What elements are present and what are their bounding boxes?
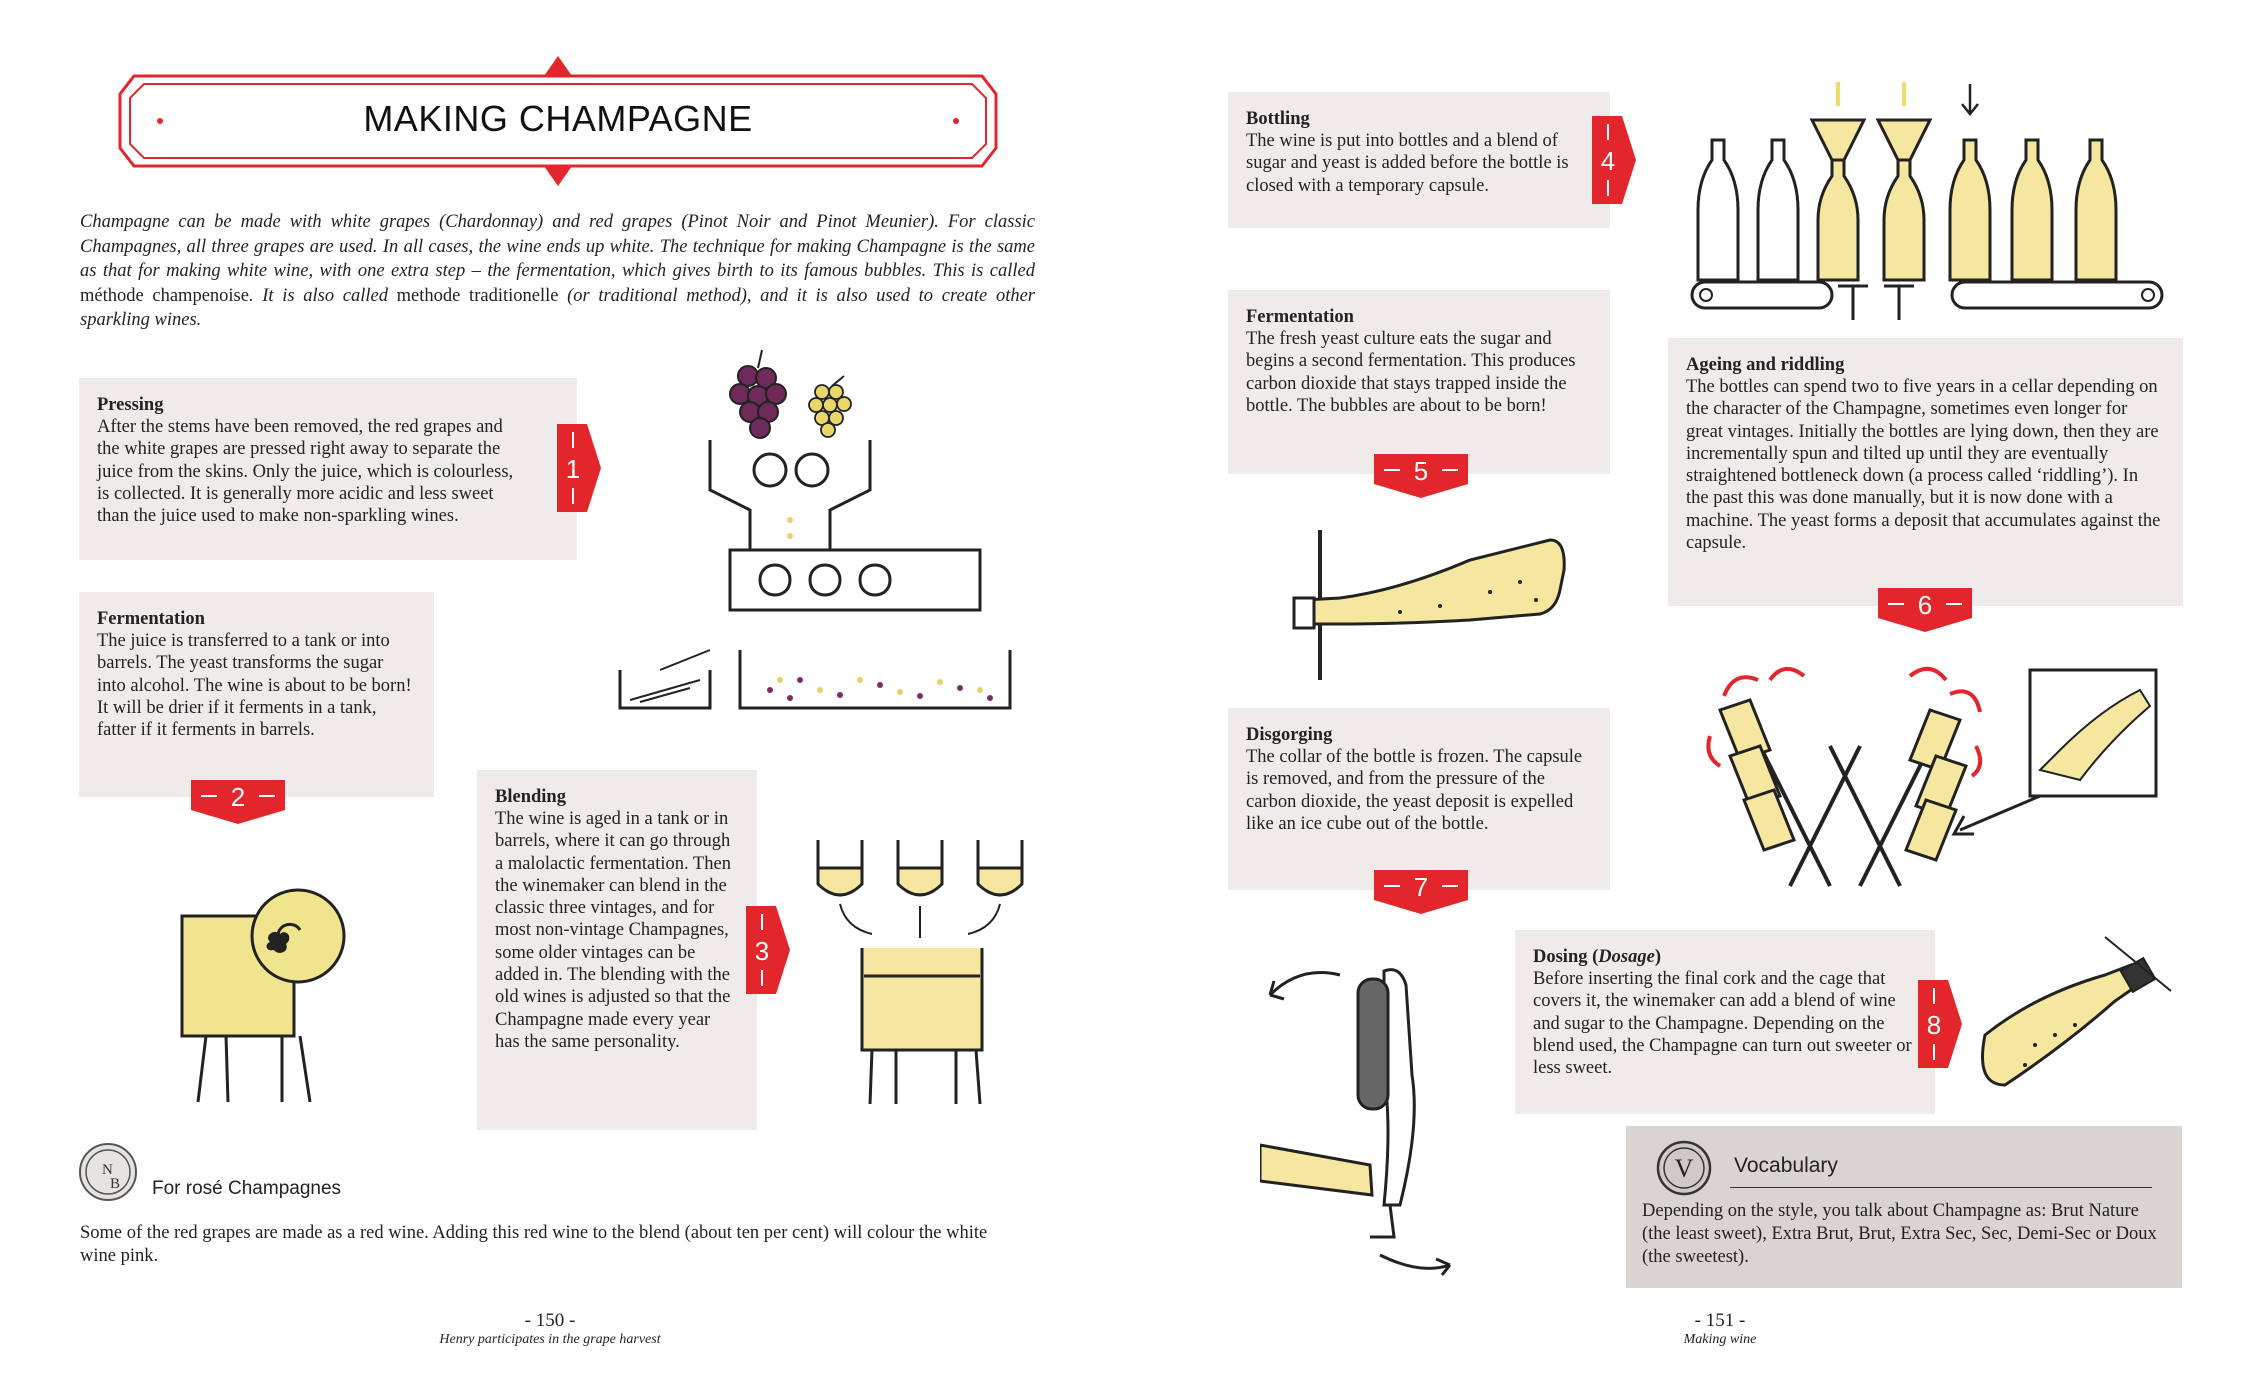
svg-text:4: 4 — [1600, 146, 1616, 176]
step-text: The bottles can spend two to five years in a cellar depending on the character of the Champagne, sometimes even longer for great vintages. Initially the bottles are lying down, then they are incrementally spun and tilted up until they are eventually straightened bottleneck down (a process called ‘riddling’). In the past this was done manually, but it is now done with a machine. The yeast forms a deposit that accumulates against the capsule. — [1686, 377, 2161, 554]
footer-caption: Henry participates in the grape harvest — [439, 1332, 661, 1347]
nb-text: Some of the red grapes are made as a red wine. Adding this red wine to the blend (about ten per cent) will colour the white wine pink. — [80, 1223, 988, 1266]
svg-text:V: V — [1674, 1154, 1694, 1183]
vocabulary-box — [1626, 1126, 2182, 1288]
footer-right — [1590, 1310, 1850, 1348]
step-title: Fermentation — [1246, 307, 1354, 327]
step-text: The wine is aged in a tank or in barrels, where it can go through a malolactic fermentation. Then the winemaker can blend in the classic three vintages, and for most non-vintage Champagnes, some older vintages can be added in. The blending with the old wines is adjusted so that the Champagne made every year has the same personality. — [495, 809, 731, 1052]
funnel-icon — [818, 840, 1022, 938]
term-methode-champenoise: méthode champenoise — [80, 285, 249, 306]
step-7-box — [1228, 708, 1610, 890]
blending-illustration — [812, 838, 1042, 1108]
svg-text:5: 5 — [1413, 456, 1429, 486]
step-title: Pressing — [97, 395, 164, 415]
bottle-icon — [1698, 120, 2116, 280]
footer-caption: Making wine — [1683, 1332, 1757, 1347]
step-text: The juice is transferred to a tank or into barrels. The yeast transforms the sugar into alcohol. The wine is about to be born! It will be drier if it ferments in a tank, fatter if it ferments in barrels. — [97, 631, 412, 741]
svg-text:3: 3 — [754, 936, 770, 966]
step-title: Fermentation — [97, 609, 205, 629]
term-methode-traditionelle: methode traditionelle — [396, 285, 559, 306]
svg-text:N: N — [102, 1162, 113, 1178]
riddling-illustration — [1700, 650, 2170, 890]
svg-text:7: 7 — [1413, 872, 1429, 902]
title-banner — [118, 54, 998, 188]
step-title: Disgorging — [1246, 725, 1333, 745]
tank-illustration — [170, 880, 360, 1110]
white-grapes-icon — [809, 376, 851, 437]
svg-text:8: 8 — [1926, 1010, 1942, 1040]
riddling-rack-icon — [1720, 700, 1966, 886]
grapes-icon — [730, 350, 786, 438]
fermentation-bottle-illustration — [1280, 520, 1580, 690]
step-text: The wine is put into bottles and a blend of sugar and yeast is added before the bottle is closed with a temporary capsule. — [1246, 131, 1569, 196]
page-number: - 150 - — [524, 1310, 576, 1331]
press-illustration — [600, 340, 1040, 720]
step-text: Before inserting the final cork and the cage that covers it, the winemaker can add a blend of wine and sugar to the Champagne. Depending on the blend used, the Champagne can turn out sweeter or less sweet. — [1533, 969, 1912, 1079]
step-text: The fresh yeast culture eats the sugar and begins a second fermentation. This produces carbon dioxide that stays trapped inside the bottle. The bubbles are about to be born! — [1246, 329, 1576, 416]
step-title: Bottling — [1246, 109, 1310, 129]
footer-left — [380, 1310, 720, 1348]
step-1-tag — [557, 424, 601, 512]
step-5-box — [1228, 290, 1610, 474]
vocabulary-title: Vocabulary — [1734, 1154, 1838, 1177]
step-8-tag — [1918, 980, 1962, 1068]
step-text: The collar of the bottle is frozen. The capsule is removed, and from the pressure of the carbon dioxide, the yeast deposit is expelled like an ice cube out of the bottle. — [1246, 747, 1583, 834]
nb-badge — [78, 1142, 138, 1202]
step-1-box — [79, 378, 577, 560]
vocabulary-text: Depending on the style, you talk about Champagne as: Brut Nature (the least sweet), Extra Brut, Brut, Extra Sec, Sec, Demi-Sec or Doux (the sweetest). — [1642, 1201, 2157, 1267]
step-6-tag — [1878, 588, 1972, 632]
step-7-tag — [1374, 870, 1468, 914]
step-8-box — [1515, 930, 1935, 1114]
vocabulary-badge — [1656, 1140, 1712, 1196]
step-3-tag — [746, 906, 790, 994]
step-2-tag — [191, 780, 285, 824]
step-2-box — [79, 592, 434, 797]
step-5-tag — [1374, 454, 1468, 498]
step-3-box — [477, 770, 757, 1130]
page-title: MAKING CHAMPAGNE — [363, 98, 753, 139]
step-title: Blending — [495, 787, 566, 807]
step-title: Ageing and riddling — [1686, 355, 1845, 375]
step-4-box — [1228, 92, 1610, 228]
bottling-illustration — [1690, 80, 2170, 330]
step-title: Dosing (Dosage) — [1533, 947, 1661, 967]
svg-text:6: 6 — [1917, 590, 1933, 620]
intro-paragraph: Champagne can be made with white grapes (Chardonnay) and red grapes (Pinot Noir and Pinot Meunier). For classic Champagnes, all three grapes are used. In all cases, the wine ends up white. The technique for making Champagne is the same as that for making white wine, with one extra step – the fermentation, which gives birth to its famous bubbles. This is called méthode champenoise. It is also called methode traditionelle (or traditional method), and it is also used to create other sparkling wines. — [80, 212, 1035, 331]
disgorging-illustration — [1260, 955, 1460, 1285]
dosing-illustration — [1975, 935, 2185, 1105]
step-4-tag — [1592, 116, 1636, 204]
svg-text:B: B — [110, 1176, 121, 1192]
page-number: - 151 - — [1694, 1310, 1746, 1331]
step-text: After the stems have been removed, the red grapes and the white grapes are pressed right away to separate the juice from the skins. Only the juice, which is colourless, is collected. It is generally more acidic and less sweet than the juice used to make non-sparkling wines. — [97, 417, 514, 527]
step-6-box — [1668, 338, 2183, 606]
svg-text:2: 2 — [230, 782, 246, 812]
nb-title: For rosé Champagnes — [152, 1178, 342, 1199]
svg-text:1: 1 — [565, 454, 581, 484]
